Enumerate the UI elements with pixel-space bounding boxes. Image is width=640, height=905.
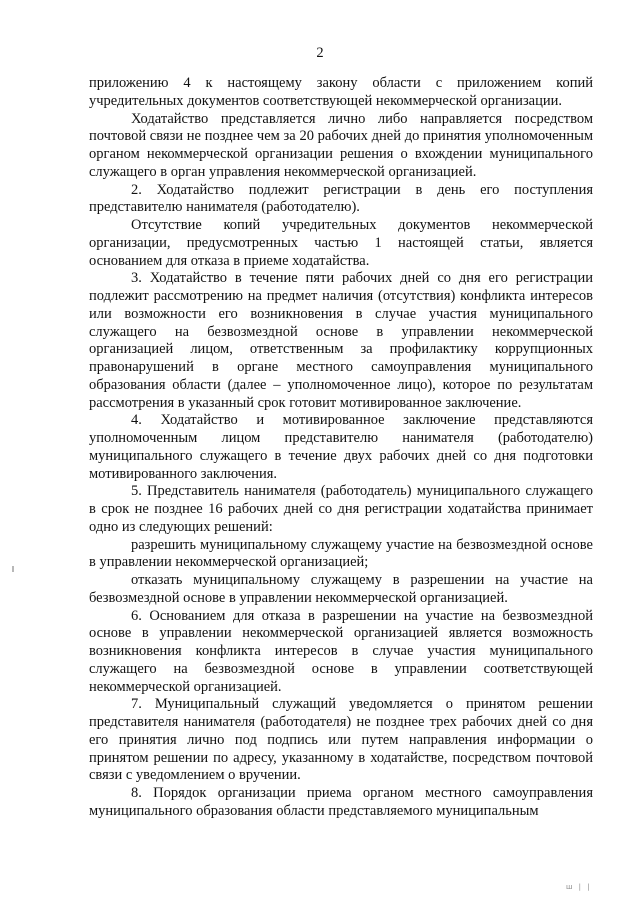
paragraph: Ходатайство представляется лично либо направляется посредством почтовой связи не позднее чем за 20 рабочих дней до принятия уполномоченным органом некоммерческой организации решения о вхождении муниципального служащего в орган управления некоммерческой организацией.	[89, 110, 593, 180]
paragraph: 6. Основанием для отказа в разрешении на участие на безвозмездной основе в управлении некоммерческой организацией является возможность возникновения конфликта интересов в случае участия муниципального служащего на безвозмездной основе в управлении соответствующей некоммерческой организацией.	[89, 607, 593, 695]
paragraph: 3. Ходатайство в течение пяти рабочих дней со дня его регистрации подлежит рассмотрению на предмет наличия (отсутствия) конфликта интересов или возможности его возникновения в случае участия муниципального служащего на безвозмездной основе в управлении некоммерческой организацией лицом, ответственным за профилактику коррупционных правонарушений в органе местного самоуправления муниципального образования области (далее – уполномоченное лицо), которое по результатам рассмотрения в указанный срок готовит мотивированное заключение.	[89, 270, 593, 411]
paragraph: 5. Представитель нанимателя (работодатель) муниципального служащего в срок не позднее 16 рабочих дней со дня регистрации ходатайства принимает одно из следующих решений:	[89, 483, 593, 535]
paragraph: 8. Порядок организации приема органом местного самоуправления муниципального образования области представляемого муниципальным	[89, 785, 593, 819]
paragraph: 7. Муниципальный служащий уведомляется о принятом решении представителя нанимателя (работодателя) не позднее трех рабочих дней со дня его принятия лично под подпись или путем направления информации о принятом решении по адресу, указанному в ходатайстве, посредством почтовой связи с уведомлением о вручении.	[89, 696, 593, 784]
paragraph: Отсутствие копий учредительных документов некоммерческой организации, предусмотренных частью 1 настоящей статьи, является основанием для отказа в приеме ходатайства.	[89, 217, 593, 269]
paragraph: приложению 4 к настоящему закону области с приложением копий учредительных документов соответствующей некоммерческой организации.	[89, 75, 593, 109]
page-number: 2	[316, 45, 324, 61]
body-text	[89, 75, 593, 821]
paragraph: отказать муниципальному служащему в разрешении на участие на безвозмездной основе в управлении некоммерческой организацией.	[89, 572, 593, 606]
paragraph: разрешить муниципальному служащему участие на безвозмездной основе в управлении некоммерческой организацией;	[89, 536, 593, 571]
footer-marks: ш | |	[566, 883, 592, 891]
paragraph: 2. Ходатайство подлежит регистрации в день его поступления представителю нанимателя (работодателю).	[89, 181, 593, 216]
scan-edge-mark	[12, 566, 14, 572]
paragraph: 4. Ходатайство и мотивированное заключение представляются уполномоченным лицом представителю нанимателя (работодателю) муниципального служащего в течение двух рабочих дней со дня подготовки мотивированного заключения.	[89, 412, 593, 482]
